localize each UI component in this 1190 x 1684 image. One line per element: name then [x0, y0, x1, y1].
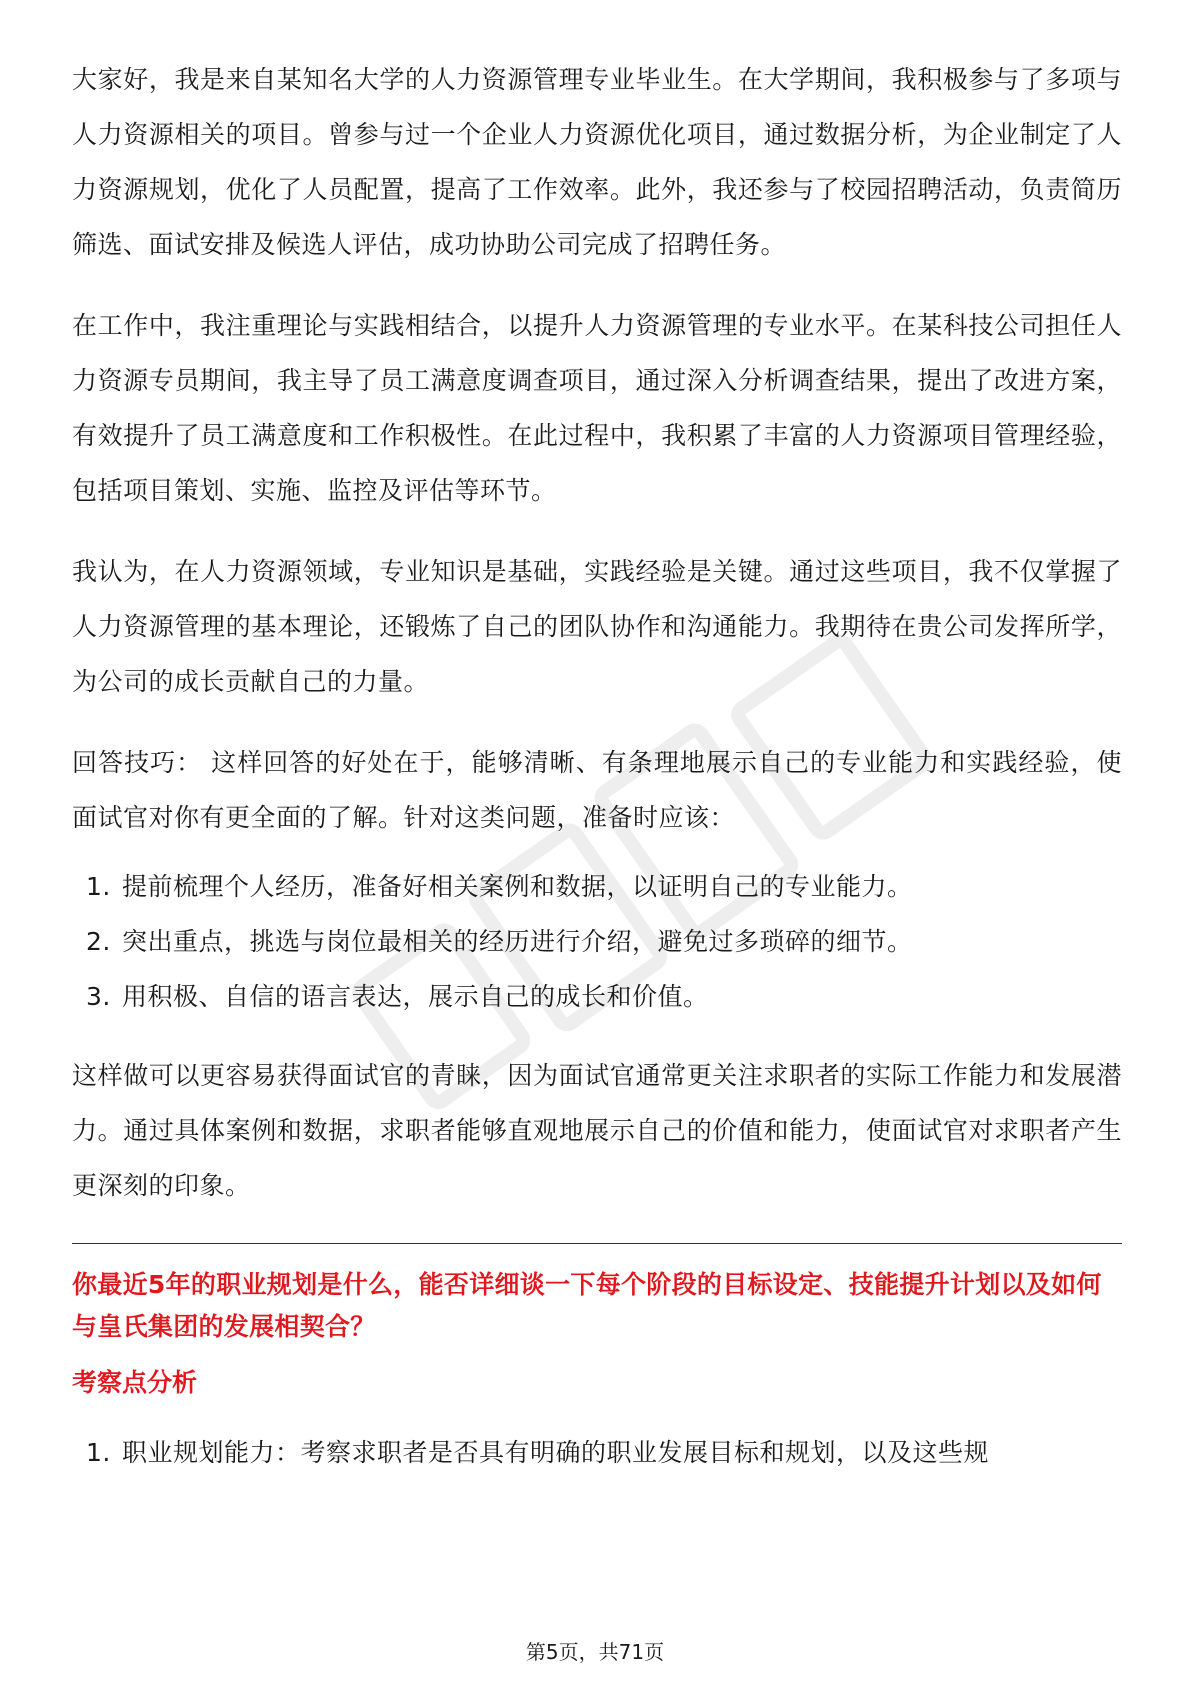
list-item: [72, 1430, 1122, 1475]
list-item: [72, 859, 1122, 914]
tips-list: [72, 859, 1122, 1024]
page-footer: 第5页，共71页: [525, 1640, 665, 1664]
question-heading: 你最近5年的职业规划是什么，能否详细谈一下每个阶段的目标设定、技能提升计划以及如何与皇氏集团的发展相契合？: [72, 1270, 1102, 1341]
section-divider: [72, 1243, 1122, 1244]
list-item: [72, 914, 1122, 969]
paragraph-education: 大家好，我是来自某知名大学的人力资源管理专业毕业生。在大学期间，我积极参与了多项与人力资源相关的项目。曾参与过一个企业人力资源优化项目，通过数据分析，为企业制定了人力资源规划，优化了人员配置，提高了工作效率。此外，我还参与了校园招聘活动，负责简历筛选、面试安排及候选人评估，成功协助公司完成了招聘任务。: [72, 65, 1122, 259]
paragraph-work-experience: 在工作中，我注重理论与实践相结合，以提升人力资源管理的专业水平。在某科技公司担任人力资源专员期间，我主导了员工满意度调查项目，通过深入分析调查结果，提出了改进方案，有效提升了员工满意度和工作积极性。在此过程中，我积累了丰富的人力资源项目管理经验，包括项目策划、实施、监控及评估等环节。: [72, 311, 1122, 505]
document-page: [72, 52, 1122, 1475]
list-item: [72, 969, 1122, 1024]
list-number: 2.: [86, 927, 111, 956]
list-number: 3.: [86, 982, 111, 1011]
paragraph-conclusion: 这样做可以更容易获得面试官的青睐，因为面试官通常更关注求职者的实际工作能力和发展潜力。通过具体案例和数据，求职者能够直观地展示自己的价值和能力，使面试官对求职者产生更深刻的印象。: [72, 1061, 1122, 1200]
tips-intro: 回答技巧： 这样回答的好处在于，能够清晰、有条理地展示自己的专业能力和实践经验，使面试官对你有更全面的了解。针对这类问题，准备时应该：: [72, 748, 1122, 832]
list-text: 职业规划能力：考察求职者是否具有明确的职业发展目标和规划，以及这些规: [122, 1438, 990, 1467]
list-number: 1.: [86, 872, 111, 901]
list-text: 提前梳理个人经历，准备好相关案例和数据，以证明自己的专业能力。: [122, 872, 913, 901]
list-number: 1.: [86, 1438, 111, 1467]
list-text: 突出重点，挑选与岗位最相关的经历进行介绍，避免过多琐碎的细节。: [122, 927, 913, 956]
section-title: 考察点分析: [72, 1368, 198, 1397]
list-text: 用积极、自信的语言表达，展示自己的成长和价值。: [122, 982, 709, 1011]
paragraph-summary: 我认为，在人力资源领域，专业知识是基础，实践经验是关键。通过这些项目，我不仅掌握了人力资源管理的基本理论，还锻炼了自己的团队协作和沟通能力。我期待在贵公司发挥所学，为公司的成长贡献自己的力量。: [72, 557, 1122, 696]
analysis-list: [72, 1430, 1122, 1475]
